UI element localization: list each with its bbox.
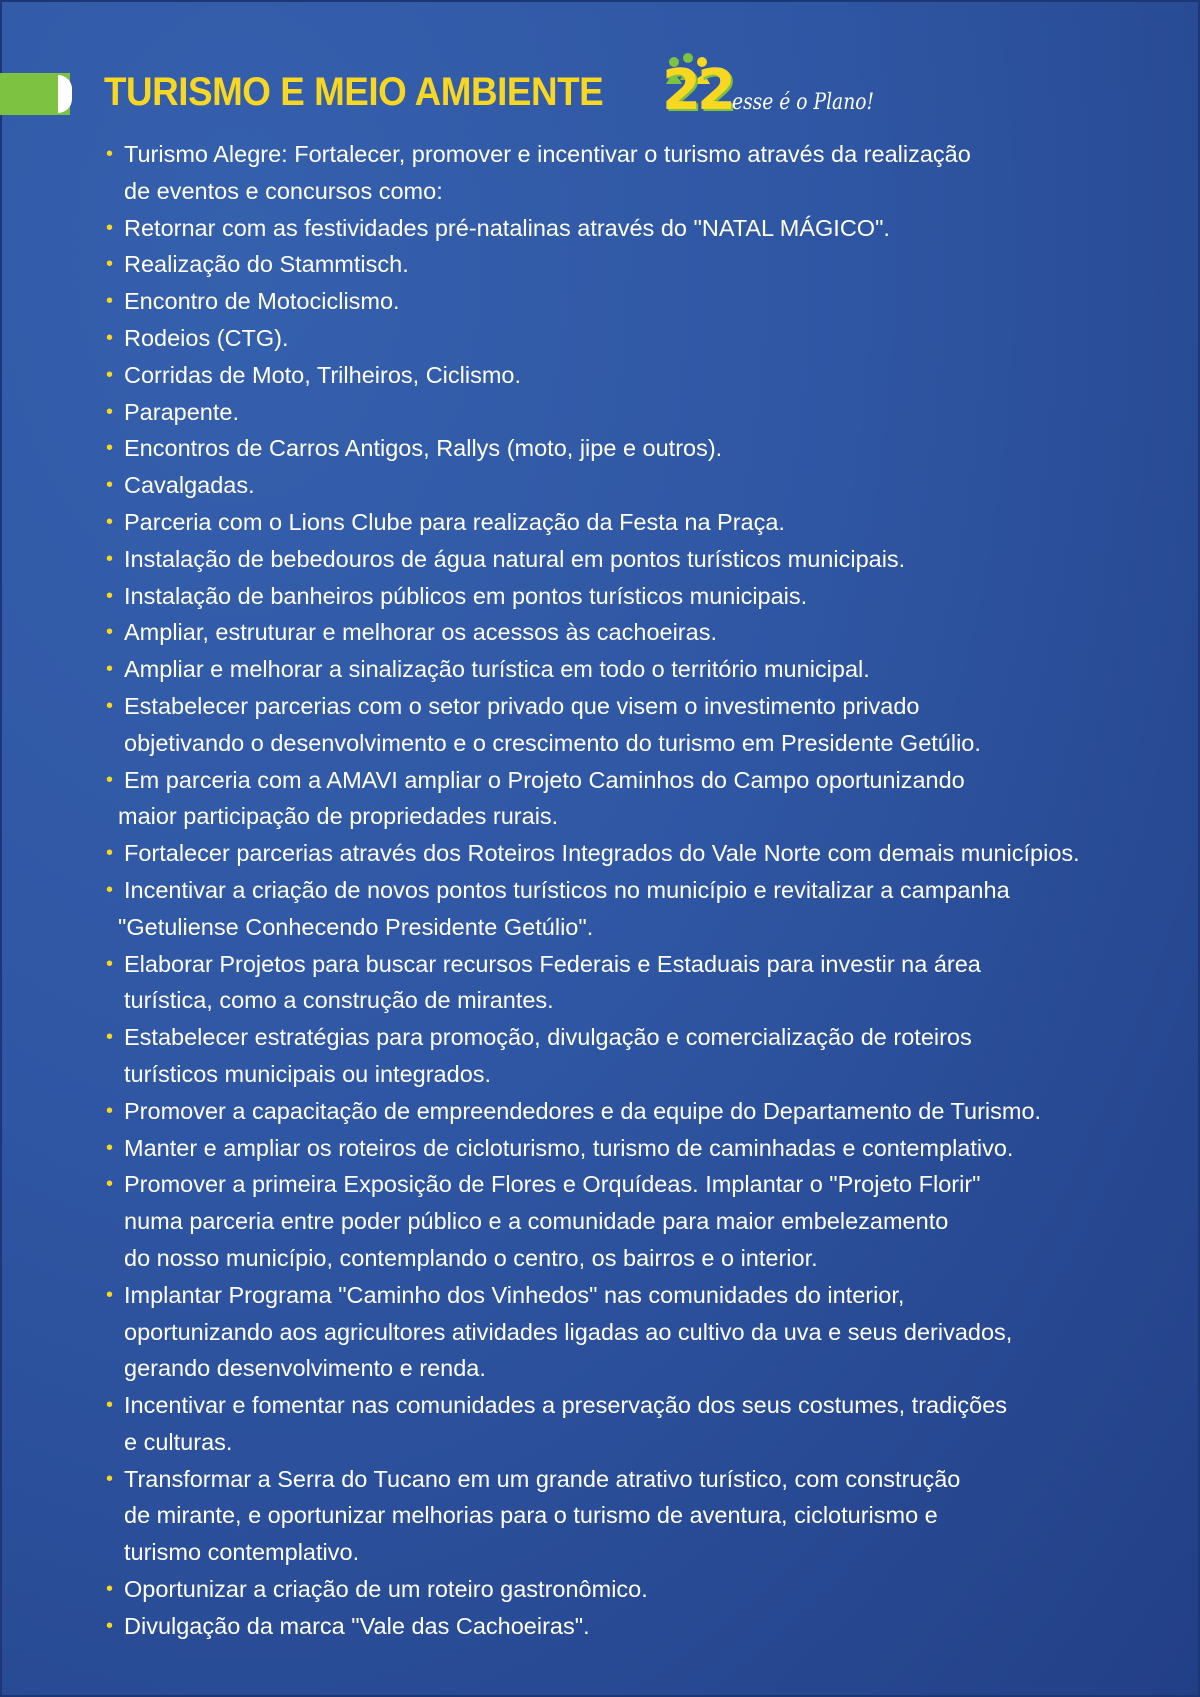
campaign-logo [662,50,902,140]
bullet-icon: • [106,842,114,865]
list-item-text: Ampliar e melhorar a sinalização turística em todo o território municipal. [124,656,870,683]
bullet-icon: • [106,1394,114,1417]
list-item-text: Parapente. [124,398,239,425]
bullet-icon: • [106,1614,114,1637]
list-item [104,357,1184,394]
list-item-text: Oportunizar a criação de um roteiro gastronômico. [124,1576,648,1603]
list-item-text: Elaborar Projetos para buscar recursos Federais e Estaduais para investir na área [124,950,981,977]
logo-slogan: esse é o Plano! [732,90,875,115]
list-item-text: Encontro de Motociclismo. [124,288,400,315]
list-item-text: Retornar com as festividades pré-natalinas através do "NATAL MÁGICO". [124,214,890,241]
bullet-icon: • [106,1467,114,1490]
list-item [104,320,1184,357]
list-item [104,651,1184,688]
bullet-icon: • [106,878,114,901]
list-item [104,430,1184,467]
list-item-text: Promover a capacitação de empreendedores e da equipe do Departamento de Turismo. [124,1097,1042,1124]
list-item [104,762,1184,836]
bullet-icon: • [106,621,114,644]
bullet-icon: • [106,143,114,165]
bullet-icon: • [106,658,114,681]
list-item-text: Manter e ampliar os roteiros de cicloturismo, turismo de caminhadas e contemplativo. [124,1134,1014,1161]
list-item-text: oportunizando aos agricultores atividades ligadas ao cultivo da uva e seus derivados, [124,1318,1013,1345]
list-item-text: Cavalgadas. [124,472,255,499]
list-item [104,872,1184,946]
list-item [104,1093,1184,1130]
bullet-icon: • [106,694,114,717]
bullet-icon: • [106,437,114,460]
list-item [104,541,1184,578]
bullet-icon: • [106,1026,114,1049]
list-item [104,136,1184,210]
list-item-text: Instalação de banheiros públicos em pontos turísticos municipais. [124,582,808,609]
list-item-text: Implantar Programa "Caminho dos Vinhedos" nas comunidades do interior, [124,1281,905,1308]
bullet-icon: • [106,1283,114,1306]
list-item-text: Rodeios (CTG). [124,324,289,351]
list-item-text: Transformar a Serra do Tucano em um grande atrativo turístico, com construção [124,1465,961,1492]
bullet-icon: • [106,768,114,791]
list-item-text: Em parceria com a AMAVI ampliar o Projeto Caminhos do Campo oportunizando [124,766,965,793]
bullet-icon: • [106,363,114,386]
list-item-text: objetivando o desenvolvimento e o crescimento do turismo em Presidente Getúlio. [124,729,981,756]
list-item [104,1277,1184,1387]
list-item [104,283,1184,320]
list-item-text: Promover a primeira Exposição de Flores e Orquídeas. Implantar o "Projeto Florir" [124,1171,981,1198]
bullet-icon: • [106,1578,114,1601]
list-item [104,394,1184,431]
bullet-icon: • [106,253,114,276]
list-item-text: Ampliar, estruturar e melhorar os acessos às cachoeiras. [124,619,717,646]
list-item-text: Corridas de Moto, Trilheiros, Ciclismo. [124,361,521,388]
list-item-text: "Getuliense Conhecendo Presidente Getúlio". [118,913,594,940]
list-item [104,688,1184,762]
bullet-icon: • [106,290,114,313]
list-item [104,578,1184,615]
list-item-text: Estabelecer parcerias com o setor privado que visem o investimento privado [124,692,920,719]
list-item [104,246,1184,283]
list-item [104,1608,1184,1645]
list-item-text: Realização do Stammtisch. [124,251,409,278]
bullet-icon: • [106,1136,114,1159]
logo-number: 22 [662,58,732,123]
list-item-text: maior participação de propriedades rurais. [118,803,559,830]
list-item [104,835,1184,872]
list-item-text: do nosso município, contemplando o centro, os bairros e o interior. [124,1244,818,1271]
list-item [104,614,1184,651]
list-item-text: Parceria com o Lions Clube para realização da Festa na Praça. [124,508,785,535]
bullet-icon: • [106,1173,114,1196]
list-item-text: Instalação de bebedouros de água natural em pontos turísticos municipais. [124,545,906,572]
list-item [104,1571,1184,1608]
plan-items-list [104,136,1184,1645]
list-item [104,1130,1184,1167]
bullet-icon: • [106,547,114,570]
list-item [104,1461,1184,1571]
list-item-text: Turismo Alegre: Fortalecer, promover e incentivar o turismo através da realização [124,141,971,167]
bullet-icon: • [106,326,114,349]
section-tab-marker [0,73,70,115]
list-item-text: Estabelecer estratégias para promoção, divulgação e comercialização de roteiros [124,1024,972,1051]
list-item [104,467,1184,504]
list-item-text: turísticos municipais ou integrados. [124,1060,492,1087]
list-item [104,1387,1184,1461]
list-item [104,1019,1184,1093]
list-item-text: Fortalecer parcerias através dos Roteiros Integrados do Vale Norte com demais municípios. [124,840,1080,867]
section-header [0,58,1200,123]
bullet-icon: • [106,510,114,533]
list-item-text: Encontros de Carros Antigos, Rallys (moto, jipe e outros). [124,435,723,462]
bullet-icon: • [106,400,114,423]
list-item-text: turística, como a construção de mirantes. [124,987,554,1014]
list-item-text: numa parceria entre poder público e a comunidade para maior embelezamento [124,1208,949,1235]
list-item-text: Incentivar a criação de novos pontos turísticos no município e revitalizar a campanha [124,876,1010,903]
bullet-icon: • [106,216,114,239]
list-item-text: de eventos e concursos como: [124,177,443,204]
list-item-text: de mirante, e oportunizar melhorias para o turismo de aventura, cicloturismo e [124,1502,938,1529]
bullet-icon: • [106,474,114,497]
list-item [104,504,1184,541]
list-item-text: turismo contemplativo. [124,1539,360,1566]
list-item-text: Incentivar e fomentar nas comunidades a preservação dos seus costumes, tradições [124,1392,1008,1419]
list-item [104,946,1184,1020]
section-title: TURISMO E MEIO AMBIENTE [104,70,604,114]
bullet-icon: • [106,584,114,607]
bullet-icon: • [106,1099,114,1122]
list-item-text: e culturas. [124,1428,233,1455]
list-item [104,210,1184,247]
list-item-text: gerando desenvolvimento e renda. [124,1355,486,1382]
list-item-text: Divulgação da marca "Vale das Cachoeiras". [124,1612,590,1639]
list-item [104,1166,1184,1276]
bullet-icon: • [106,952,114,975]
